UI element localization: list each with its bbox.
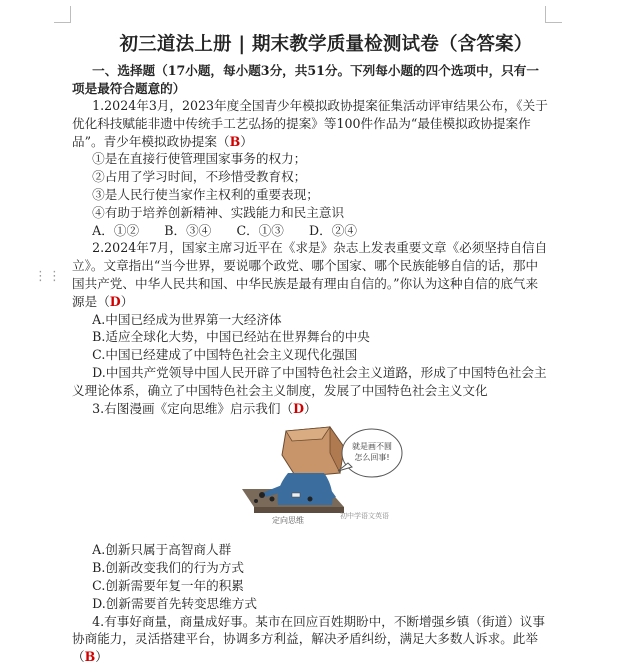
question-2-option: D.中国共产党领导中国人民开辟了中国特色社会主义道路，形成了中国特色社会主义理论体系，确立了中国特色社会主义制度，发展了中国特色社会主义文化 — [72, 364, 547, 398]
section-heading: 一、选择题（17小题，每小题3分，共51分。下列每小题的四个选项中，只有一项是最符合题意的） — [72, 63, 539, 96]
page-corner-mark-top-right-v — [545, 6, 546, 22]
page-corner-mark-top-left-h — [54, 22, 71, 23]
question-2-stem: 2.2024年7月，国家主席习近平在《求是》杂志上发表重要文章《必须坚持自信自立》。文章指出“当今世界，要说哪个政党、哪个国家、哪个民族能够自信的话，那中国共产党、中华人民共和国、中华民族是最有理由自信的。”你认为这种自信的底气来源是（D） — [72, 240, 548, 309]
cartoon-caption: 定向思维 — [272, 516, 304, 526]
page-corner-mark-top-left-v — [70, 6, 71, 22]
question-3-stem: 3.右图漫画《定向思维》启示我们（D） — [92, 400, 317, 416]
question-3-answer: D — [293, 400, 305, 416]
question-4-stem: 4.有事好商量，商量成好事。某市在回应百姓期盼中，不断增强乡镇（街道）议事协商能力，灵活搭建平台，协调多方利益，解决矛盾纠纷，满足大多数人诉求。此举（B） — [72, 613, 545, 665]
question-3-option: C.创新需要年复一年的积累 — [92, 577, 244, 593]
drag-handle-icon[interactable]: ⋮⋮ — [34, 269, 62, 284]
question-3-option: D.创新需要首先转变思维方式 — [92, 595, 257, 611]
cartoon-image — [232, 423, 408, 531]
question-1-options: A．①② B．③④ C．①③ D．②④ — [92, 222, 357, 238]
question-1-answer: B — [229, 133, 241, 149]
question-1-item: ②占用了学习时间，不珍惜受教育权； — [92, 169, 307, 185]
document-content — [72, 30, 550, 666]
question-1-item: ①是在直接行使管理国家事务的权力； — [92, 151, 307, 167]
question-2-answer: D — [109, 293, 121, 309]
question-4-answer: B — [84, 649, 96, 665]
question-2-option: C.中国已经建成了中国特色社会主义现代化强国 — [92, 347, 358, 363]
question-3-option: B.创新改变我们的行为方式 — [92, 560, 244, 576]
question-3-option: A.创新只属于高智商人群 — [92, 542, 232, 558]
page-corner-mark-top-right-h — [545, 22, 562, 23]
question-1-item: ④有助于培养创新精神、实践能力和民主意识 — [92, 204, 345, 220]
cartoon-bubble-text: 就是画不圆怎么回事! — [352, 442, 392, 463]
question-2-option: A.中国已经成为世界第一大经济体 — [92, 311, 282, 327]
question-1-stem: 1.2024年3月，2023年度全国青少年模拟政协提案征集活动评审结果公布，《关于优化科技赋能非遗中传统手工艺弘扬的提案》等100件作品为“最佳模拟政协提案作品”。青少年模拟政协提案（B） — [72, 98, 548, 149]
cartoon-watermark: 初中学语文英语 — [340, 512, 389, 521]
page-title: 初三道法上册 | 期末教学质量检测试卷（含答案） — [119, 34, 533, 55]
question-2-option: B.适应全球化大势，中国已经站在世界舞台的中央 — [92, 329, 370, 345]
question-1-item: ③是人民行使当家作主权利的重要表现； — [92, 186, 319, 202]
